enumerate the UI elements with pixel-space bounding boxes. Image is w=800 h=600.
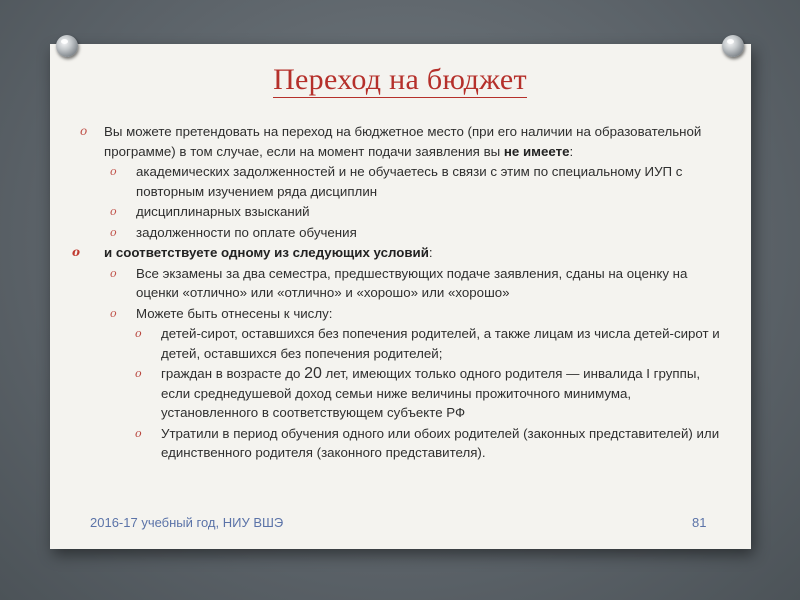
bullet-icon: o: [135, 327, 142, 340]
list-item: o Утратили в период обучения одного или обоих родителей (законных представителей) или единственного родителя (законного представителя).: [135, 425, 720, 460]
list-item: o Вы можете претендовать на переход на бюджетное место (при его наличии на образовательной программе) в том случае, если на момент подачи заявления вы не имеете:: [80, 124, 702, 159]
footer-caption: 2016-17 учебный год, НИУ ВШЭ: [90, 515, 284, 530]
list-item: o Все экзамены за два семестра, предшествующих подаче заявления, сданы на оценку на оценки «отлично» или «отлично» и «хорошо» или «хорошо»: [110, 265, 688, 300]
bullet-icon: o: [72, 245, 81, 259]
list-item: o задолженности по оплате обучения: [78, 223, 723, 243]
list-item: o Можете быть отнесены к числу:: [78, 304, 723, 324]
bullet-icon: o: [110, 205, 117, 218]
bullet-icon: o: [110, 306, 117, 320]
bullet-icon: o: [80, 124, 88, 138]
list-item: o академических задолженностей и не обучаетесь в связи с этим по специальному ИУП с повторным изучением ряда дисциплин: [110, 164, 683, 199]
pushpin-icon: [56, 35, 78, 57]
pushpin-icon: [722, 35, 744, 57]
list-item: o граждан в возрасте до 20 лет, имеющих только одного родителя — инвалида I группы, если среднедушевой доход семьи ниже величины прожиточного минимума, установленного в соответствующем субъекте РФ: [135, 365, 701, 420]
bullet-icon: o: [110, 165, 117, 178]
list-item: o дисциплинарных взысканий: [78, 202, 723, 222]
slide-content: [72, 122, 723, 464]
slide-title: Переход на бюджет: [273, 63, 527, 96]
bullet-icon: o: [110, 225, 117, 239]
list-item: o детей-сирот, оставшихся без попечения родителей, а также лицам из числа детей-сирот и детей, оставшихся без попечения родителей;: [135, 326, 720, 361]
bullet-icon: o: [135, 367, 142, 380]
bullet-icon: o: [110, 266, 117, 280]
list-item: o и соответствуете одному из следующих условий:: [78, 243, 723, 263]
bullet-icon: o: [135, 426, 142, 440]
page-number: 81: [692, 515, 707, 530]
